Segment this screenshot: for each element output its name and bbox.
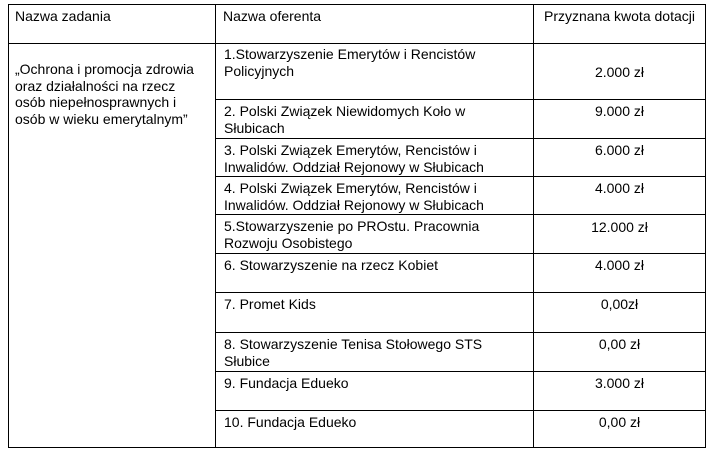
bidder-cell [216,372,534,411]
bidder-cell [216,333,534,372]
grant-amount: 9.000 zł [594,103,645,119]
header-cell-amount [534,5,706,44]
grant-table [8,4,706,448]
bidder-cell [216,254,534,293]
amount-cell [534,177,706,215]
header-row [9,5,706,44]
bidder-name: 2. Polski Związek Niewidomych Koło w Słubicach [224,103,466,136]
grant-amount: 6.000 zł [594,142,645,158]
grant-document [8,4,706,448]
amount-cell [534,293,706,333]
amount-cell [534,372,706,411]
grant-amount: 3.000 zł [594,375,645,391]
amount-cell [534,254,706,293]
amount-cell [534,139,706,177]
grant-amount: 0,00 zł [598,336,641,352]
grant-amount: 4.000 zł [594,257,645,273]
bidder-cell [216,215,534,254]
bidder-cell [216,293,534,333]
grant-amount: 4.000 zł [594,180,645,196]
bidder-name: 5.Stowarzyszenie po PROstu. Pracownia Rozwoju Osobistego [224,218,480,251]
amount-cell [534,333,706,372]
bidder-name: 9. Fundacja Edueko [224,375,349,391]
header-amount-label: Przyznana kwota dotacji [544,8,695,24]
bidder-cell [216,44,534,100]
grant-amount: 0,00zł [600,296,639,312]
bidder-cell [216,139,534,177]
amount-cell [534,44,706,100]
header-bidder-label: Nazwa oferenta [223,8,322,24]
grant-amount: 2.000 zł [594,64,645,80]
amount-cell [534,215,706,254]
amount-cell [534,411,706,448]
task-cell [9,44,216,448]
bidder-name: 8. Stowarzyszenie Tenisa Stołowego STS Słubice [224,336,483,369]
bidder-name: 6. Stowarzyszenie na rzecz Kobiet [224,257,438,273]
bidder-cell [216,100,534,139]
grant-amount: 0,00 zł [598,414,641,430]
bidder-name: 7. Promet Kids [224,296,316,312]
table-row [9,44,706,100]
bidder-name: 10. Fundacja Edueko [224,414,357,430]
header-cell-bidder [216,5,534,44]
task-name: „Ochrona i promocja zdrowia oraz działalności na rzecz osób niepełnosprawnych i osób w wieku emerytalnym” [15,61,194,127]
bidder-cell [216,177,534,215]
grant-amount: 12.000 zł [591,219,648,235]
bidder-name: 1.Stowarzyszenie Emerytów i Rencistów Policyjnych [224,46,476,79]
header-task-label: Nazwa zadania [15,8,111,24]
bidder-name: 4. Polski Związek Emerytów, Rencistów i Inwalidów. Oddział Rejonowy w Słubicach [224,180,484,213]
bidder-cell [216,411,534,448]
header-cell-task [9,5,216,44]
bidder-name: 3. Polski Związek Emerytów, Rencistów i Inwalidów. Oddział Rejonowy w Słubicach [224,142,484,175]
amount-cell [534,100,706,139]
